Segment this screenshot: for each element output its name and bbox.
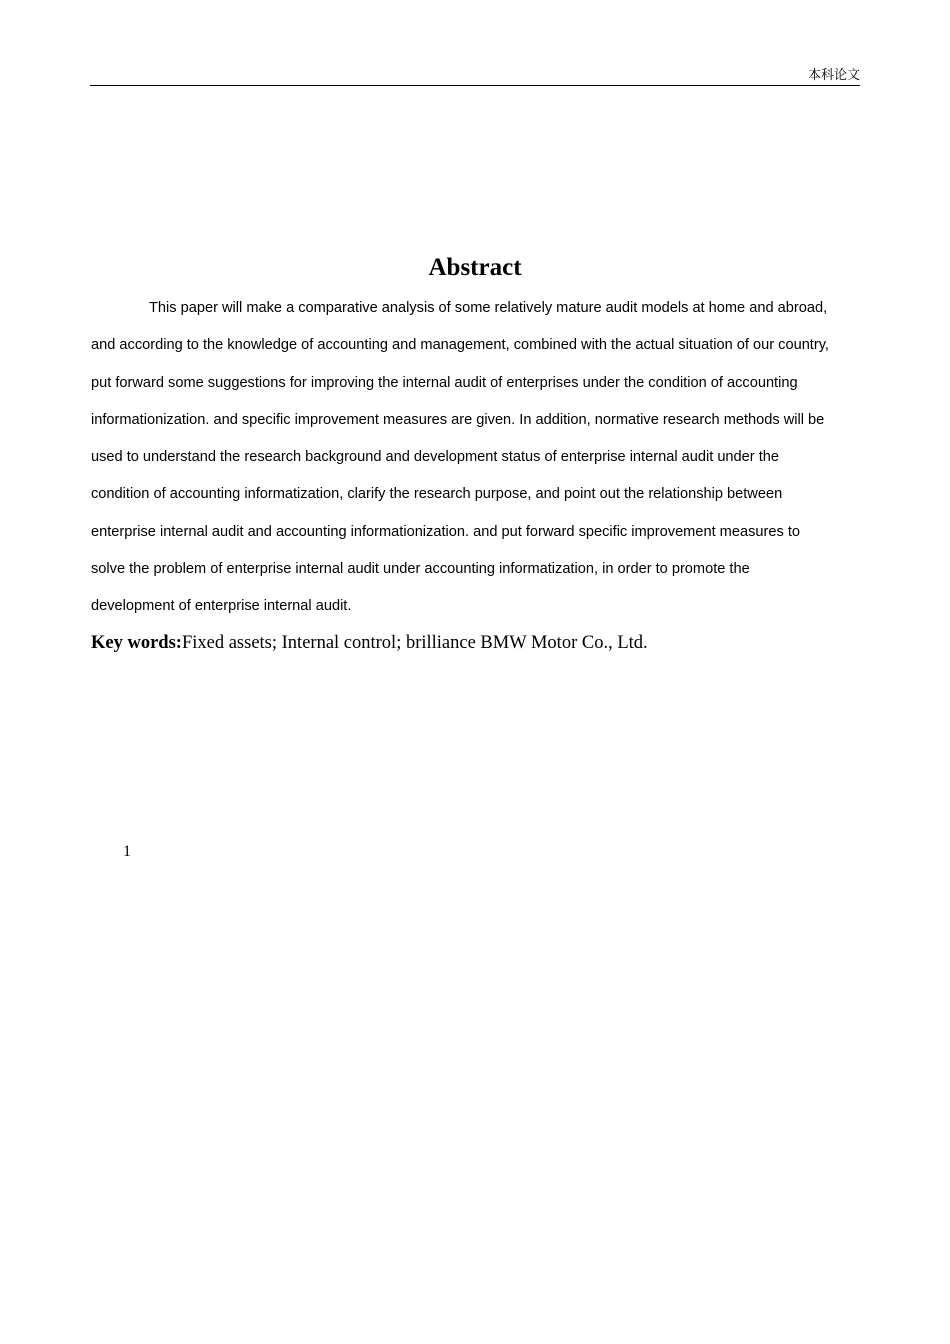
header-rule	[90, 85, 860, 86]
page-number: 1	[123, 843, 131, 860]
abstract-heading: Abstract	[428, 254, 522, 281]
keywords-line	[91, 630, 851, 656]
abstract-body: This paper will make a comparative analysis of some relatively mature audit models at home and abroad, and according to the knowledge of accounting and management, combined with the actual situation of our country, put forward some suggestions for improving the internal audit of enterprises under the condition of accounting informationization. and specific improvement measures are given. In addition, normative research methods will be used to understand the research background and development status of enterprise internal audit under the condition of accounting informatization, clarify the research purpose, and point out the relationship between enterprise internal audit and accounting informationization. and put forward specific improvement measures to solve the problem of enterprise internal audit under accounting informatization, in order to promote the development of enterprise internal audit.	[91, 300, 829, 615]
running-header: 本科论文	[807, 68, 860, 83]
keywords-label: Key words:	[91, 633, 182, 653]
keywords-value: Fixed assets; Internal control; brilliance BMW Motor Co., Ltd.	[181, 633, 648, 653]
